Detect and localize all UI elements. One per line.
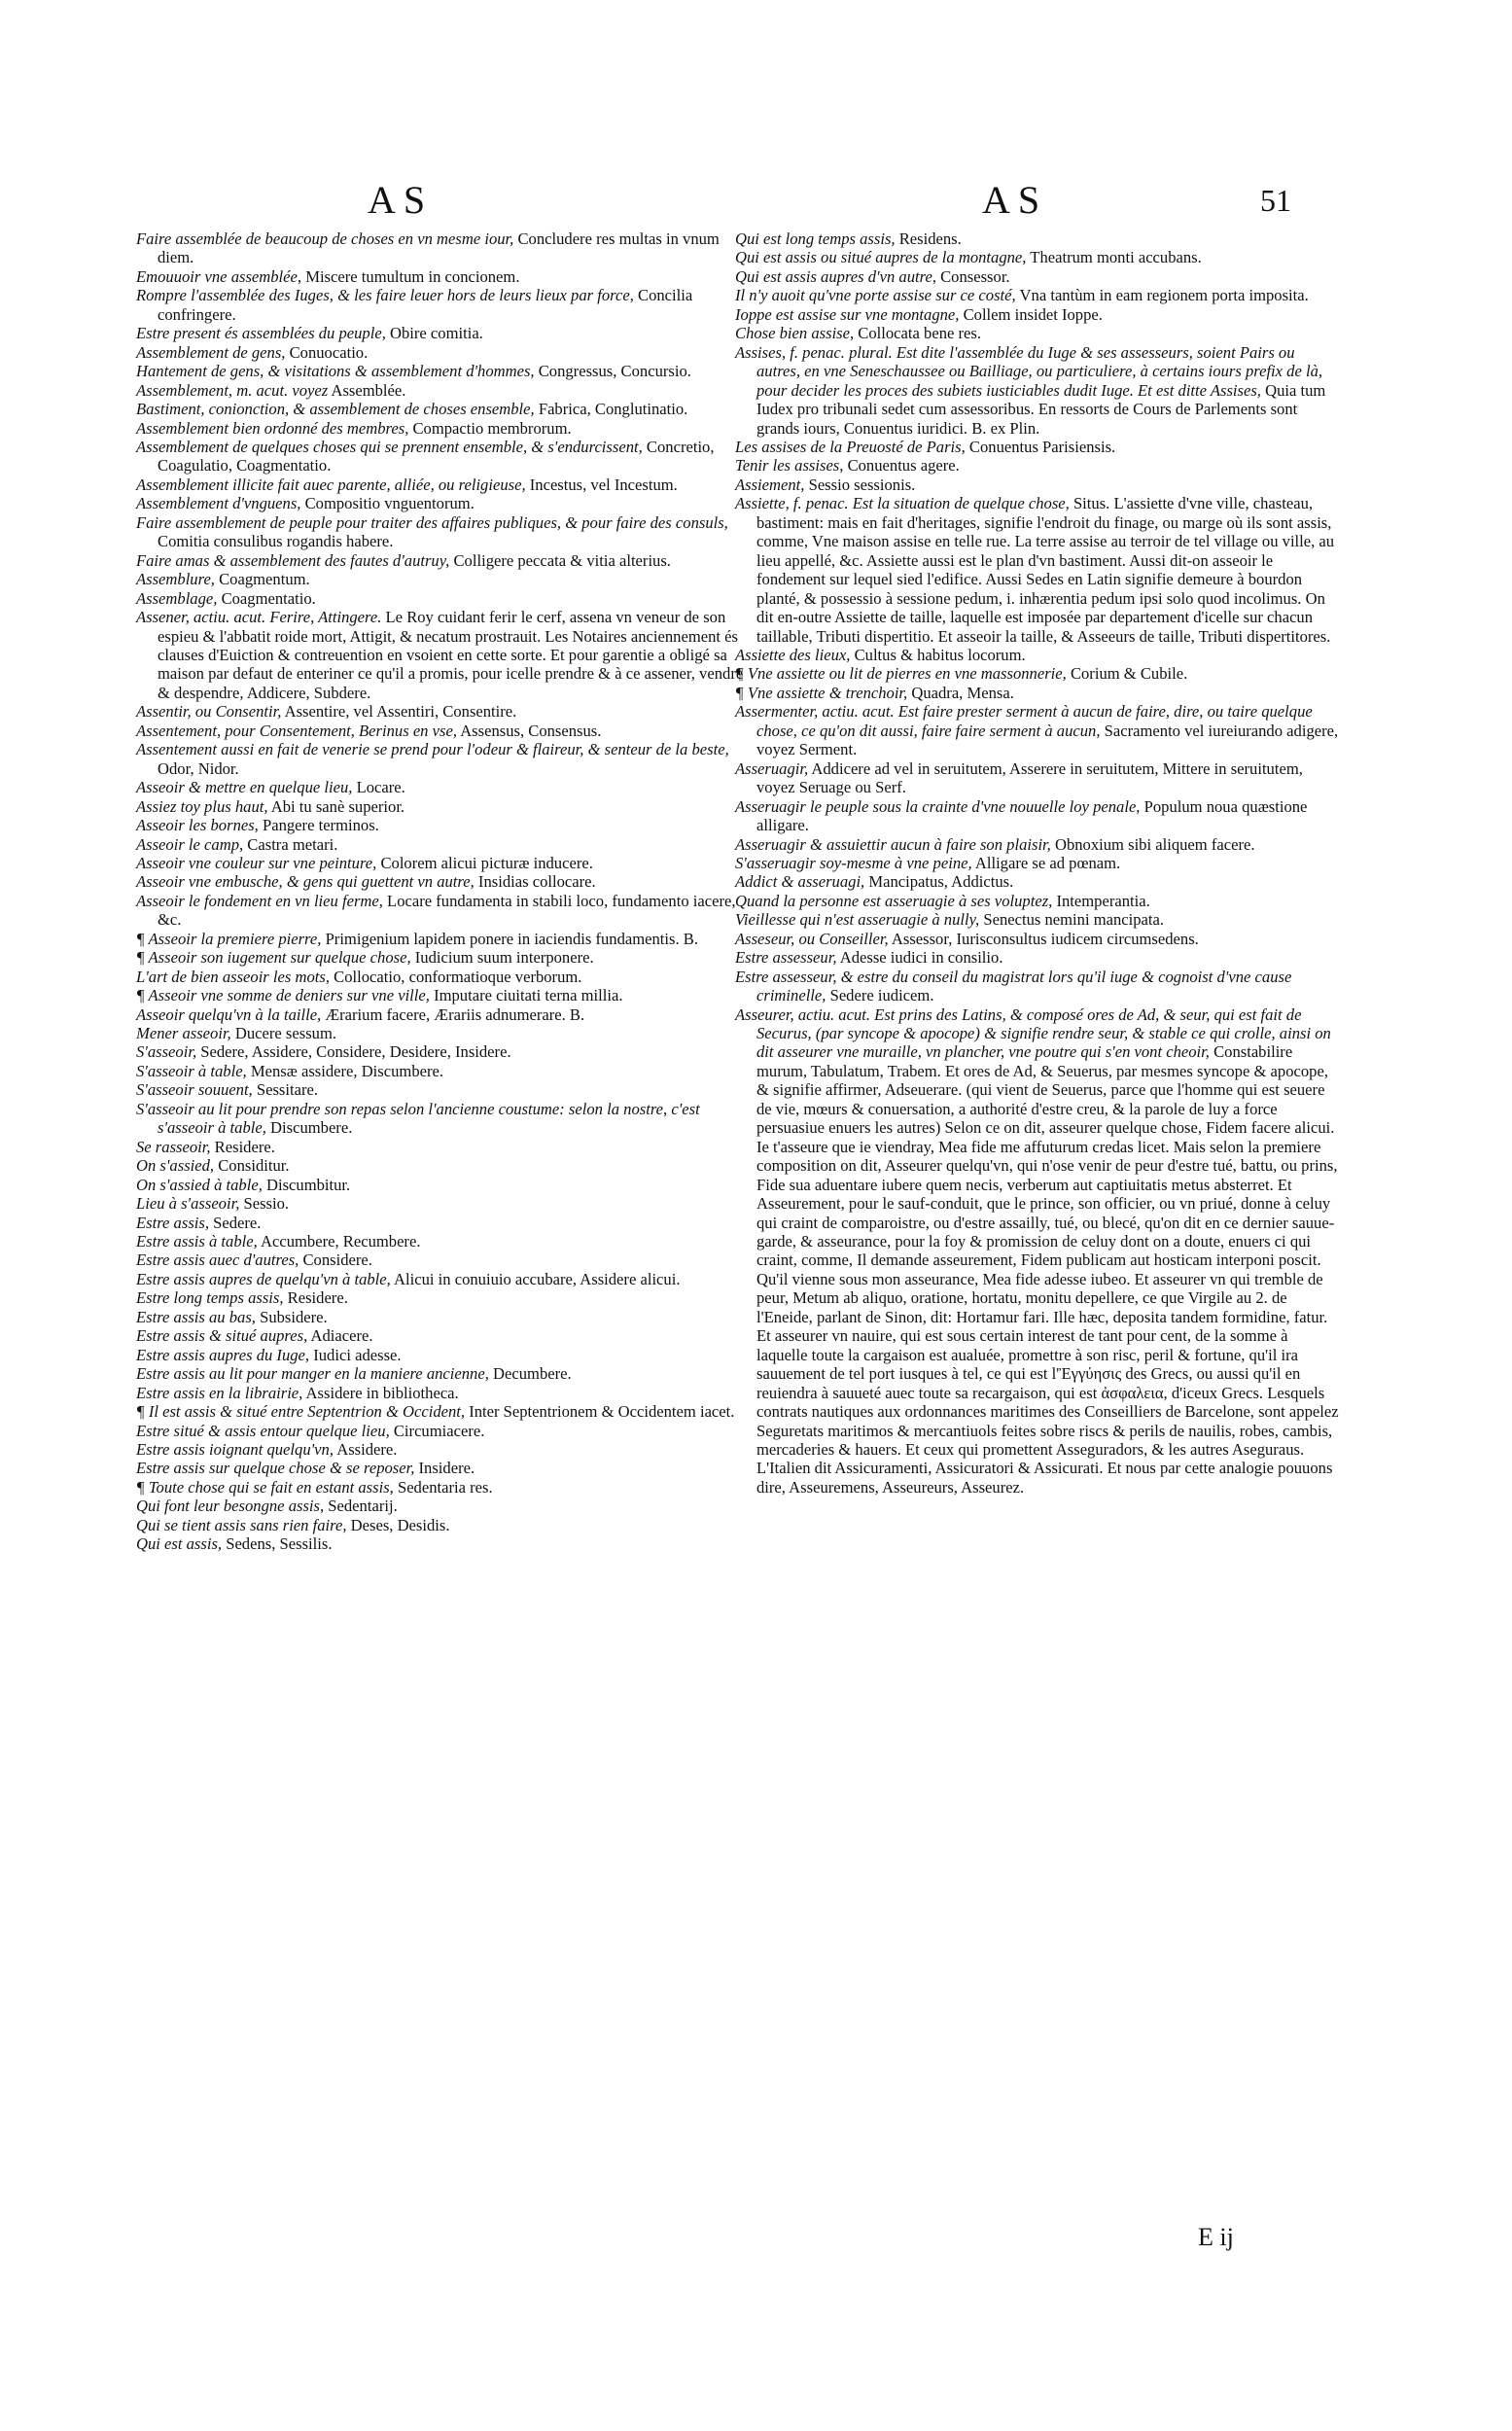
- entry-french: Assemblement d'vnguens,: [136, 494, 301, 513]
- entry-latin: Subsidere.: [255, 1307, 328, 1326]
- dictionary-entry: [735, 438, 1340, 456]
- entry-french: Qui est assis ou situé aupres de la montagne,: [735, 248, 1027, 267]
- entry-latin: Conuentus agere.: [843, 456, 960, 476]
- entry-french: Asseoir le fondement en vn lieu ferme,: [136, 891, 383, 910]
- dictionary-entry: [136, 608, 745, 702]
- dictionary-entry: [735, 968, 1340, 1005]
- entry-french: Faire assemblement de peuple pour traiter des affaires publiques, & pour faire des consuls,: [136, 512, 728, 532]
- dictionary-entry: [136, 324, 745, 342]
- dictionary-entry: [136, 872, 745, 891]
- entry-latin: Collocatio, conformatioque verborum.: [330, 967, 582, 986]
- entry-latin: Cultus & habitus locorum.: [850, 645, 1026, 664]
- dictionary-entry: [735, 343, 1340, 438]
- dictionary-entry: [136, 1308, 745, 1326]
- dictionary-entry: [735, 324, 1340, 342]
- entry-french: Qui font leur besongne assis,: [136, 1497, 325, 1516]
- entry-latin: Quadra, Mensa.: [907, 683, 1014, 702]
- dictionary-entry: [735, 835, 1340, 854]
- entry-latin: Colligere peccata & vitia alterius.: [449, 550, 671, 570]
- entry-latin: Senectus nemini mancipata.: [979, 910, 1165, 930]
- dictionary-entry: [136, 1080, 745, 1099]
- entry-latin: Concludere res multas in vnum diem.: [158, 229, 720, 267]
- entry-french: Asseoir quelqu'vn à la taille,: [136, 1004, 322, 1024]
- entry-latin: Compositio vnguentorum.: [300, 494, 475, 513]
- entry-latin: Sedere iudicem.: [826, 986, 934, 1005]
- entry-french: Estre assis ioignant quelqu'vn,: [136, 1440, 334, 1459]
- entry-french: S'asseoir au lit pour prendre son repas selon l'ancienne coustume: selon la nostre, c'est s'asseoir à table,: [136, 1099, 700, 1138]
- dictionary-entry: [136, 286, 745, 324]
- dictionary-entry: [136, 1194, 745, 1213]
- entry-latin: Assensus, Consensus.: [456, 721, 602, 740]
- dictionary-entry: [136, 1062, 745, 1080]
- entry-latin: Locare.: [352, 778, 405, 797]
- entry-latin: Inter Septentrionem & Occidentem iacet.: [465, 1402, 735, 1422]
- entry-latin: Compactio membrorum.: [408, 418, 572, 438]
- entry-latin: Vna tantùm in eam regionem porta imposita.: [1015, 286, 1309, 305]
- entry-french: ¶ Asseoir son iugement sur quelque chose,: [136, 948, 411, 968]
- entry-french: Assiette, f. penac. Est la situation de quelque chose,: [735, 494, 1070, 513]
- entry-french: Asseruagir le peuple sous la crainte d'vne nouuelle loy penale,: [735, 796, 1141, 816]
- entry-french: Ioppe est assise sur vne montagne,: [735, 304, 960, 324]
- entry-latin: Quia tum Iudex pro tribunali sedet cum assessoribus. En ressorts de Cours de Parlements sont grands iours, Conuentus iuridici. B. ex Plin.: [756, 380, 1326, 438]
- entry-french: Tenir les assises,: [735, 456, 844, 476]
- entry-latin: Discumbere.: [265, 1118, 353, 1138]
- entry-french: Assemblage,: [136, 588, 218, 608]
- entry-latin: Obnoxium sibi aliquem facere.: [1050, 834, 1255, 854]
- entry-latin: Locare fundamenta in stabili loco, fundamento iacere, &c.: [158, 891, 736, 930]
- entry-french: Il n'y auoit qu'vne porte assise sur ce costé,: [735, 286, 1016, 305]
- dictionary-entry: [136, 589, 745, 608]
- entry-latin: Constabilire murum, Tabulatum, Trabem. Et ores de Ad, & Seuerus, par mesmes syncope & apocope, & signifie affirmer, Adseuerare. (qui vient de Seuerus, parce que l'homme qui est seuere de vie, mœurs & conuersation, a authorité d'estre creu, & la parole de luy a force persuasiue enuers les autres) Selon ce on dit, asseurer quelque chose, Fidem facere alicui. Ie t'asseure que ie viendray, Mea fide me affuturum credas licet. Mais selon la premiere composition on dit, Asseurer quelqu'vn, qui n'ose venir de peur d'estre tué, battu, ou prins, Fide sua aduentare iubere quem necis, verberum aut captiuitatis metus absterret. Et Asseurement, pour le sauf-conduit, que le prince, son officier, ou vn priué, donne à celuy qui craint de comparoistre, ou d'estre assailly, tué, ou blecé, qu'on dit en ce dernier sauue-garde, & asseurance, pour la foy & promission de celuy dont on a doute, enuers ci qui craint, comme, Il demande asseurement, Fidem publicam aut hosticam interponi poscit. Qu'il vienne sous mon asseurance, Mea fide adesse iubeo. Et asseurer vn qui tremble de peur, Metum ab aliquo, oratione, hortatu, monitu depellere, ce que Virgile au 2. de l'Eneide, parlant de Sinon, dit: Hortamur fari. Ille hæc, deposita tandem formidine, fatur. Et asseurer vn nauire, qui est sous certain interest de tant pour cent, de la somme à laquelle toute la cargaison est aualuée, promettre à son risc, peril & fortune, qu'il ira sauuement de tel port iusques à tel, ce qui est l'Ἐγγύησις des Grecs, ou aussi qu'il en reuiendra à sauueté auec toute sa recargaison, qui est ἀσφαλεια, d'iceux Grecs. Lesquels contrats nautiques aux ordonnances maritimes des Conseilliers de Barcelone, sont appelez Seguretats maritimos & mercantiuols feites sobre riscs & perils de nauilis, robes, cambis, mercaderies & hauers. Et ceux qui promettent Asseguradors, & les autres Aseguraus. L'Italien dit Assicuramenti, Assicuratori & Assicurati. Et nous par cette analogie pouuons dire, Asseuremens, Asseureurs, Asseurez.: [756, 1042, 1339, 1497]
- entry-french: S'asseoir à table,: [136, 1061, 247, 1080]
- entry-latin: Iudicium suum interponere.: [410, 948, 594, 968]
- entry-latin: Fabrica, Conglutinatio.: [534, 400, 688, 419]
- entry-french: ¶ Asseoir vne somme de deniers sur vne ville,: [136, 986, 430, 1005]
- entry-latin: Le Roy cuidant ferir le cerf, assena vn veneur de son espieu & l'abbatit roide mort, Attigit, & necatum prostrauit. Les Notaires anciennement és clauses d'Euiction & contreuention en vsoient en cette sorte. Et pour garentie a obligé sa maison par defaut de enteriner ce qu'il a promis, pour icelle prendre & à ce assener, vendre & despendre, Addicere, Subdere.: [158, 608, 744, 702]
- dictionary-entry: [136, 1422, 745, 1440]
- dictionary-entry: [136, 740, 745, 778]
- entry-latin: Corium & Cubile.: [1066, 664, 1188, 684]
- entry-french: Asseseur, ou Conseiller,: [735, 929, 889, 948]
- entry-french: Rompre l'assemblée des Iuges, & les faire leuer hors de leurs lieux par force,: [136, 286, 634, 305]
- entry-latin: Insidias collocare.: [474, 872, 596, 892]
- entry-french: Addict & asseruagi,: [735, 872, 865, 892]
- dictionary-entry: [136, 892, 745, 930]
- entry-latin: Sessio.: [239, 1194, 290, 1214]
- dictionary-entry: [136, 778, 745, 796]
- entry-french: Qui est assis,: [136, 1534, 223, 1554]
- entry-french: Bastiment, conionction, & assemblement de choses ensemble,: [136, 400, 535, 419]
- dictionary-entry: [136, 1288, 745, 1307]
- entry-french: Mener asseoir,: [136, 1024, 231, 1043]
- entry-french: Asseoir le camp,: [136, 834, 244, 854]
- entry-french: Estre assis aupres de quelqu'vn à table,: [136, 1269, 391, 1288]
- dictionary-entry: [735, 646, 1340, 664]
- signature-mark: E ij: [1198, 2223, 1234, 2251]
- entry-french: Asseoir & mettre en quelque lieu,: [136, 778, 353, 797]
- entry-french: Estre present és assemblées du peuple,: [136, 324, 386, 343]
- entry-latin: Sacramento vel iureiurando adigere, voyez Serment.: [756, 721, 1339, 759]
- entry-french: Assemblement, m. acut. voyez: [136, 380, 329, 400]
- entry-latin: Discumbitur.: [262, 1175, 351, 1194]
- entry-french: Assemblement bien ordonné des membres,: [136, 418, 409, 438]
- entry-latin: Situs. L'assiette d'vne ville, chasteau, bastiment: mais en fait d'heritages, signifie l'endroit du finage, ou marge où ils sont assis, comme, Vne maison assise en telle rue. La terre assise au terroir de tel village ou ville, au lieu appellé, &c. Assiette aussi est le plan d'vn bastiment. Aussi dit-on asseoir le fondement sur lequel sied l'edifice. Aussi Sedes en Latin signifie demeure à bourdon planté, & possessio à sessione pedum, i. inhærentia pedum ipsi solo quod incolimus. On dit en-outre Assiette de taille, laquelle est imposée par departement d'icelle sur chacun taillable, Tributi dispertitio. Et asseoir la taille, & Asseeurs de taille, Tributi dispertitores.: [756, 494, 1335, 646]
- dictionary-entry: [136, 1156, 745, 1175]
- entry-latin: Concilia confringere.: [158, 286, 693, 324]
- dictionary-entry: [136, 1326, 745, 1345]
- entry-latin: Decumbere.: [488, 1364, 572, 1384]
- entry-latin: Congressus, Concursio.: [534, 362, 691, 381]
- dictionary-entry: [735, 476, 1340, 494]
- page-number: 51: [1260, 183, 1291, 218]
- entry-french: Faire amas & assemblement des fautes d'autruy,: [136, 550, 450, 570]
- entry-latin: Sessio sessionis.: [804, 475, 916, 494]
- entry-french: Asseruagir,: [735, 758, 809, 778]
- entry-latin: Residere.: [210, 1137, 275, 1156]
- dictionary-entry: [136, 229, 745, 267]
- dictionary-entry: [136, 968, 745, 986]
- entry-french: S'asseoir,: [136, 1042, 197, 1062]
- dictionary-entry: [136, 797, 745, 816]
- dictionary-entry: [735, 797, 1340, 835]
- dictionary-entry: [136, 267, 745, 286]
- entry-latin: Castra metari.: [243, 834, 338, 854]
- entry-latin: Assessor, Iurisconsultus iudicem circumsedens.: [888, 929, 1199, 948]
- entry-french: ¶ Toute chose qui se fait en estant assis,: [136, 1477, 394, 1497]
- dictionary-entry: [735, 892, 1340, 910]
- entry-french: Assemblement de quelques choses qui se prennent ensemble, & s'endurcissent,: [136, 437, 643, 456]
- entry-french: Assener, actiu. acut. Ferire, Attingere.: [136, 608, 382, 627]
- entry-latin: Sedentaria res.: [393, 1477, 493, 1497]
- dictionary-entry: [735, 286, 1340, 304]
- entry-french: Les assises de la Preuosté de Paris,: [735, 437, 966, 456]
- entry-latin: Insidere.: [414, 1459, 475, 1478]
- entry-french: Assises, f. penac. plural. Est dite l'assemblée du Iuge & ses assesseurs, soient Pairs ou autres, en vne Seneschaussee ou Bailliage, ou particuliere, à certains iours prefix de là, pour decider les proces des subiets iusticiables dudit Iuge. Et est ditte Assises,: [735, 342, 1323, 400]
- entry-french: Asseoir les bornes,: [136, 816, 259, 835]
- dictionary-entry: [136, 1100, 745, 1138]
- entry-french: Quand la personne est asseruagie à ses voluptez,: [735, 891, 1053, 910]
- entry-latin: Coagmentatio.: [217, 588, 316, 608]
- entry-latin: Conuocatio.: [285, 342, 369, 362]
- dictionary-entry: [136, 1138, 745, 1156]
- entry-latin: Mensæ assidere, Discumbere.: [246, 1061, 444, 1080]
- entry-french: Asseurer, actiu. acut. Est prins des Latins, & composé ores de Ad, & seur, qui est fait de Securus, (par syncope & apocope) & signifie rendre seur, & stable ce qui crolle, ainsi on dit asseurer vne muraille, vn plancher, vne poutre qui s'en vont cheoir,: [735, 1004, 1331, 1062]
- left-running-head: AS: [368, 178, 434, 222]
- dictionary-entry: [735, 664, 1340, 683]
- dictionary-entry: [136, 1402, 745, 1421]
- entry-french: Assiez toy plus haut,: [136, 796, 268, 816]
- entry-latin: Abi tu sanè superior.: [267, 796, 405, 816]
- entry-french: Estre assis,: [136, 1213, 209, 1232]
- entry-latin: Alicui in conuiuio accubare, Assidere alicui.: [390, 1269, 681, 1288]
- entry-french: Estre assis au bas,: [136, 1307, 256, 1326]
- dictionary-entry: [136, 1440, 745, 1459]
- entry-french: Qui est assis aupres d'vn autre,: [735, 266, 936, 286]
- dictionary-entry: [136, 1364, 745, 1383]
- right-running-head: AS: [982, 178, 1048, 222]
- dictionary-entry: [136, 343, 745, 362]
- entry-french: Assiette des lieux,: [735, 645, 851, 664]
- entry-latin: Concretio, Coagulatio, Coagmentatio.: [158, 437, 715, 476]
- entry-latin: Assentire, vel Assentiri, Consentire.: [281, 702, 517, 722]
- dictionary-entry: [136, 1024, 745, 1042]
- dictionary-entry: [735, 305, 1340, 324]
- dictionary-entry: [136, 835, 745, 854]
- entry-french: ¶ Il est assis & situé entre Septentrion & Occident,: [136, 1402, 466, 1422]
- entry-latin: Primigenium lapidem ponere in iaciendis fundamentis. B.: [321, 929, 698, 948]
- entry-latin: Residens.: [895, 229, 962, 248]
- dictionary-entry: [136, 702, 745, 721]
- entry-french: Assentir, ou Consentir,: [136, 702, 282, 722]
- entry-french: Estre long temps assis,: [136, 1288, 284, 1308]
- dictionary-entry: [136, 1232, 745, 1251]
- dictionary-entry: [136, 400, 745, 418]
- dictionary-entry: [136, 1251, 745, 1269]
- dictionary-entry: [136, 362, 745, 380]
- entry-french: ¶ Vne assiette & trenchoir,: [735, 683, 908, 702]
- dictionary-entry: [136, 419, 745, 438]
- entry-french: Estre assesseur, & estre du conseil du magistrat lors qu'il iuge & cognoist d'vne cause criminelle,: [735, 967, 1292, 1005]
- entry-latin: Sedentarij.: [324, 1497, 398, 1516]
- entry-french: On s'assied,: [136, 1156, 215, 1176]
- dictionary-entry: [136, 1176, 745, 1194]
- dictionary-entry: [136, 1384, 745, 1402]
- entry-french: Estre assis en la librairie,: [136, 1383, 303, 1402]
- dictionary-entry: [136, 1005, 745, 1024]
- entry-latin: Sedere.: [209, 1213, 262, 1232]
- entry-latin: Considitur.: [214, 1156, 290, 1176]
- entry-french: Estre assis & situé aupres,: [136, 1326, 308, 1346]
- entry-french: Estre assis au lit pour manger en la maniere ancienne,: [136, 1364, 489, 1384]
- entry-latin: Populum noua quæstione alligare.: [756, 796, 1308, 835]
- entry-french: L'art de bien asseoir les mots,: [136, 967, 330, 986]
- entry-latin: Sedens, Sessilis.: [222, 1534, 333, 1554]
- entry-french: Assentement aussi en fait de venerie se prend pour l'odeur & flaireur, & senteur de la beste,: [136, 740, 729, 759]
- dictionary-entry: [136, 1214, 745, 1232]
- entry-french: Qui est long temps assis,: [735, 229, 896, 248]
- left-column: [136, 229, 745, 1554]
- entry-latin: Iudici adesse.: [309, 1345, 402, 1364]
- entry-french: Asseruagir & assuiettir aucun à faire son plaisir,: [735, 834, 1051, 854]
- entry-latin: Adesse iudici in consilio.: [836, 948, 1003, 968]
- dictionary-entry: [136, 1516, 745, 1534]
- entry-latin: Assidere in bibliotheca.: [302, 1383, 459, 1402]
- entry-latin: Intemperantia.: [1052, 891, 1150, 910]
- entry-french: Estre assis aupres du Iuge,: [136, 1345, 310, 1364]
- entry-french: On s'assied à table,: [136, 1175, 263, 1194]
- dictionary-entry: [136, 854, 745, 872]
- entry-french: Se rasseoir,: [136, 1137, 211, 1156]
- entry-latin: Obire comitia.: [385, 324, 483, 343]
- entry-latin: Sessitare.: [252, 1080, 319, 1100]
- dictionary-entry: [735, 854, 1340, 872]
- dictionary-entry: [735, 1005, 1340, 1497]
- entry-latin: Alligare se ad pœnam.: [971, 853, 1121, 872]
- entry-latin: Residere.: [283, 1288, 348, 1308]
- dictionary-entry: [136, 1459, 745, 1477]
- entry-french: Lieu à s'asseoir,: [136, 1194, 240, 1214]
- entry-latin: Theatrum monti accubans.: [1026, 248, 1202, 267]
- entry-french: Vieillesse qui n'est asseruagie à nully,: [735, 910, 980, 930]
- entry-french: ¶ Asseoir la premiere pierre,: [136, 929, 322, 948]
- dictionary-entry: [136, 438, 745, 476]
- entry-french: Asseoir vne couleur sur vne peinture,: [136, 853, 377, 872]
- entry-french: Assemblure,: [136, 570, 215, 589]
- dictionary-entry: [136, 570, 745, 588]
- dictionary-entry: [735, 494, 1340, 646]
- entry-latin: Deses, Desidis.: [346, 1515, 450, 1534]
- dictionary-entry: [735, 229, 1340, 248]
- dictionary-entry: [735, 948, 1340, 967]
- dictionary-entry: [136, 551, 745, 570]
- entry-latin: Ærarium facere, Ærariis adnumerare. B.: [321, 1004, 585, 1024]
- entry-latin: Adiacere.: [307, 1326, 373, 1346]
- entry-french: Assentement, pour Consentement, Berinus en vse,: [136, 721, 457, 740]
- dictionary-entry: [136, 1270, 745, 1288]
- entry-latin: Coagmentum.: [214, 570, 310, 589]
- entry-french: Estre situé & assis entour quelque lieu,: [136, 1421, 390, 1440]
- entry-latin: Collem insidet Ioppe.: [959, 304, 1103, 324]
- entry-french: S'asseoir souuent,: [136, 1080, 253, 1100]
- dictionary-entry: [136, 494, 745, 512]
- dictionary-entry: [735, 248, 1340, 266]
- entry-latin: Mancipatus, Addictus.: [864, 872, 1014, 892]
- dictionary-entry: [136, 816, 745, 834]
- dictionary-entry: [735, 872, 1340, 891]
- dictionary-entry: [735, 456, 1340, 475]
- dictionary-entry: [136, 1042, 745, 1061]
- entry-french: Assemblement illicite fait auec parente, alliée, ou religieuse,: [136, 475, 526, 494]
- entry-french: Chose bien assise,: [735, 324, 855, 343]
- entry-latin: Assemblée.: [328, 380, 406, 400]
- dictionary-entry: [136, 513, 745, 551]
- entry-latin: Incestus, vel Incestum.: [525, 475, 678, 494]
- dictionary-entry: [136, 1478, 745, 1497]
- dictionary-entry: [735, 267, 1340, 286]
- dictionary-entry: [136, 986, 745, 1004]
- entry-french: Estre assesseur,: [735, 948, 837, 968]
- entry-french: Assermenter, actiu. acut. Est faire prester serment à aucun de faire, dire, ou taire quelque chose, ce qu'on dit aussi, faire faire serment à aucun,: [735, 702, 1313, 740]
- entry-latin: Considere.: [299, 1251, 372, 1270]
- entry-french: Asseoir vne embusche, & gens qui guettent vn autre,: [136, 872, 475, 892]
- entry-latin: Colorem alicui picturæ inducere.: [376, 853, 593, 872]
- entry-latin: Collocata bene res.: [854, 324, 982, 343]
- dictionary-entry: [136, 476, 745, 494]
- entry-latin: Miscere tumultum in concionem.: [301, 266, 520, 286]
- entry-latin: Sedere, Assidere, Considere, Desidere, Insidere.: [196, 1042, 511, 1062]
- entry-latin: Odor, Nidor.: [158, 758, 239, 778]
- dictionary-entry: [136, 948, 745, 967]
- entry-french: Qui se tient assis sans rien faire,: [136, 1515, 347, 1534]
- dictionary-entry: [735, 702, 1340, 758]
- entry-latin: Accumbere, Recumbere.: [257, 1232, 421, 1251]
- dictionary-entry: [136, 722, 745, 740]
- entry-latin: Ducere sessum.: [230, 1024, 337, 1043]
- entry-french: Estre assis auec d'autres,: [136, 1251, 299, 1270]
- dictionary-entry: [136, 1497, 745, 1515]
- dictionary-entry: [735, 930, 1340, 948]
- entry-french: Estre assis sur quelque chose & se reposer,: [136, 1459, 415, 1478]
- dictionary-entry: [735, 684, 1340, 702]
- dictionary-entry: [136, 930, 745, 948]
- entry-french: Emouuoir vne assemblée,: [136, 266, 302, 286]
- entry-french: Assemblement de gens,: [136, 342, 286, 362]
- entry-french: ¶ Vne assiette ou lit de pierres en vne massonnerie,: [735, 664, 1067, 684]
- entry-french: Hantement de gens, & visitations & assemblement d'hommes,: [136, 362, 535, 381]
- entry-latin: Consessor.: [935, 266, 1010, 286]
- entry-french: S'asseruagir soy-mesme à vne peine,: [735, 853, 972, 872]
- entry-latin: Imputare ciuitati terna millia.: [429, 986, 623, 1005]
- entry-latin: Circumiacere.: [389, 1421, 485, 1440]
- entry-french: Estre assis à table,: [136, 1232, 258, 1251]
- dictionary-entry: [735, 759, 1340, 797]
- dictionary-entry: [136, 1534, 745, 1553]
- entry-latin: Pangere terminos.: [258, 816, 379, 835]
- entry-latin: Addicere ad vel in seruitutem, Asserere in seruitutem, Mittere in seruitutem, voyez Seruage ou Serf.: [756, 758, 1303, 797]
- dictionary-entry: [136, 1346, 745, 1364]
- entry-french: Assiement,: [735, 475, 805, 494]
- dictionary-entry: [136, 381, 745, 400]
- entry-latin: Comitia consulibus rogandis habere.: [158, 532, 394, 551]
- entry-french: Faire assemblée de beaucoup de choses en vn mesme iour,: [136, 229, 514, 248]
- entry-latin: Assidere.: [333, 1440, 398, 1459]
- right-column: [735, 229, 1340, 1497]
- dictionary-entry: [735, 910, 1340, 929]
- entry-latin: Conuentus Parisiensis.: [965, 437, 1116, 456]
